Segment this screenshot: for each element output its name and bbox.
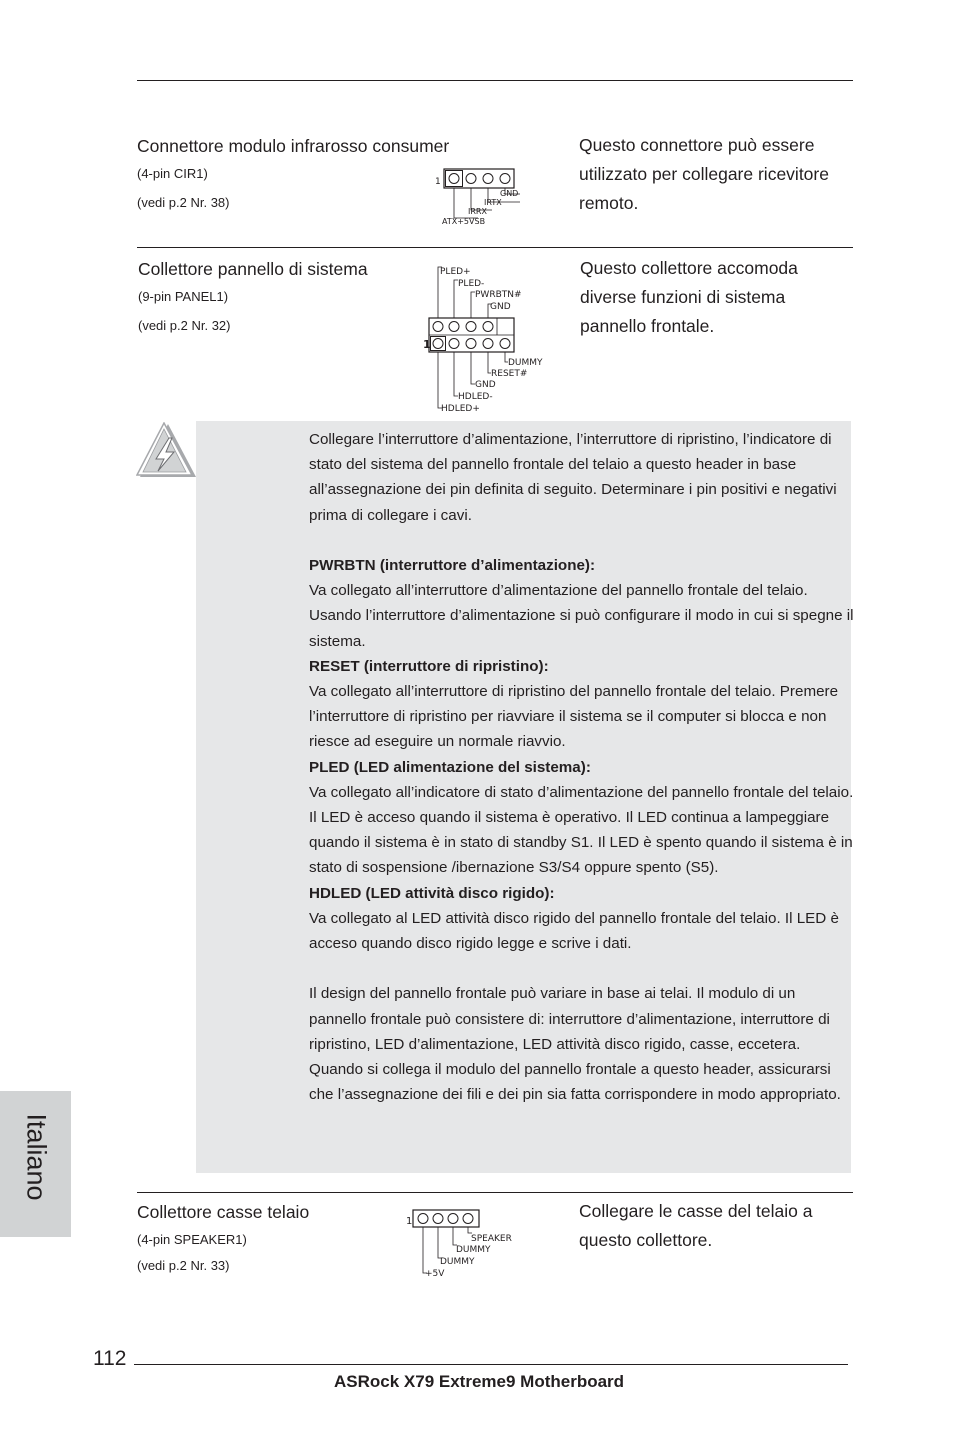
note-pled-text: Va collegato all’indicatore di stato d’alimentazione del pannello frontale del telaio. Il LED è acceso quando il sistema è operativo. Il LED continua a lampeggiare quando il sistema è in stato di standby S1. Il LED è spento quando il sistema è in stato di sospensione /ibernazione S3/S4 oppure spento (S5). — [309, 783, 854, 877]
note-hdled-title: HDLED (LED attività disco rigido): — [309, 884, 555, 902]
note-reset-title: RESET (interruttore di ripristino): — [309, 657, 549, 675]
panel-label-pwrbtn: PWRBTN# — [475, 290, 522, 300]
note-intro: Collegare l’interruttore d’alimentazione, l’interruttore di ripristino, l’indicatore di stato del sistema del pannello frontale del telaio a questo header in base all’assegnazione dei pin definita di seguito. Determinare i pin positivi e negativi prima di collegare i cavi. — [309, 431, 837, 524]
cir-pins: (4-pin CIR1) — [137, 166, 208, 181]
speaker-description: Collegare le casse del telaio a questo collettore. — [579, 1201, 813, 1250]
cir-ref: (vedi p.2 Nr. 38) — [137, 195, 230, 210]
cir-label-irrx: IRRX — [468, 207, 487, 216]
note-pled-title: PLED (LED alimentazione del sistema): — [309, 758, 591, 776]
speaker-label-dummy-1: DUMMY — [456, 1245, 491, 1255]
panel-ref: (vedi p.2 Nr. 32) — [138, 318, 231, 333]
speaker-label-dummy-2: DUMMY — [440, 1257, 475, 1267]
page-number: 112 — [93, 1347, 127, 1370]
cir-label-irtx: IRTX — [484, 198, 502, 207]
speaker-pin1-label: 1 — [406, 1216, 413, 1227]
cir-pin-diagram — [430, 160, 540, 230]
speaker-ref: (vedi p.2 Nr. 33) — [137, 1258, 230, 1273]
divider-1 — [137, 247, 853, 248]
divider-2 — [137, 1192, 853, 1193]
speaker-label-speaker: SPEAKER — [471, 1234, 512, 1244]
footer-title: ASRock X79 Extreme9 Motherboard — [334, 1372, 625, 1391]
panel-pin-diagram — [420, 262, 560, 414]
panel-label-pled-minus: PLED- — [458, 279, 485, 289]
cir-title: Connettore modulo infrarosso consumer — [137, 136, 450, 156]
panel-label-dummy: DUMMY — [508, 358, 543, 368]
note-hdled-text: Va collegato al LED attività disco rigido del pannello frontale del telaio. Il LED è acceso quando disco rigido legge e scrive i dati. — [309, 909, 839, 953]
panel-label-gnd-top: GND — [490, 302, 511, 312]
cir-label-gnd: GND — [500, 189, 519, 198]
panel-label-gnd-bottom: GND — [475, 380, 496, 390]
panel-pin1-label: 1 — [423, 338, 431, 351]
note-text — [309, 427, 854, 1107]
note-design-text: Il design del pannello frontale può variare in base ai telai. Il modulo di un pannello frontale può consistere di: interruttore d’alimentazione, interruttore di ripristino, LED d’alimentazione, LED attività disco rigido, casse, eccetera. Quando si collega il modulo del pannello frontale a questo header, assicurarsi che l’assegnazione dei fili e dei pin sia fatta corrispondere in modo appropriato. — [309, 985, 841, 1104]
panel-label-hdled-minus: HDLED- — [458, 392, 493, 402]
cir-description: Questo connettore può essere utilizzato per collegare ricevitore remoto. — [579, 135, 829, 213]
panel-label-reset: RESET# — [491, 369, 528, 379]
warning-icon — [136, 422, 198, 480]
speaker-title: Collettore casse telaio — [137, 1202, 310, 1222]
panel-description: Questo collettore accomoda diverse funzioni di sistema pannello frontale. — [580, 258, 798, 336]
panel-label-pled-plus: PLED+ — [440, 267, 471, 277]
note-pwrbtn-text: Va collegato all’interruttore d’alimentazione del pannello frontale del telaio. Usando l’interruttore d’alimentazione si può configurare il modo in cui si spegne il sistema. — [309, 582, 854, 650]
speaker-pin-diagram — [400, 1202, 525, 1280]
cir-label-atx5vsb: ATX+5VSB — [442, 217, 486, 226]
speaker-pins: (4-pin SPEAKER1) — [137, 1232, 247, 1247]
panel-label-hdled-plus: HDLED+ — [441, 404, 480, 414]
top-rule — [137, 80, 853, 81]
panel-pins: (9-pin PANEL1) — [138, 289, 229, 304]
cir-pin1-label: 1 — [435, 177, 441, 187]
language-side-label: Italiano — [21, 1113, 52, 1201]
note-reset-text: Va collegato all’interruttore di ripristino del pannello frontale del telaio. Premere l’interruttore di ripristino per riavviare il sistema se il computer si blocca e non riesce ad eseguire un normale riavvio. — [309, 683, 839, 751]
note-pwrbtn-title: PWRBTN (interruttore d’alimentazione): — [309, 557, 596, 574]
panel-title: Collettore pannello di sistema — [138, 259, 368, 279]
speaker-label-5v: +5V — [425, 1269, 445, 1279]
footer-rule — [134, 1364, 848, 1365]
